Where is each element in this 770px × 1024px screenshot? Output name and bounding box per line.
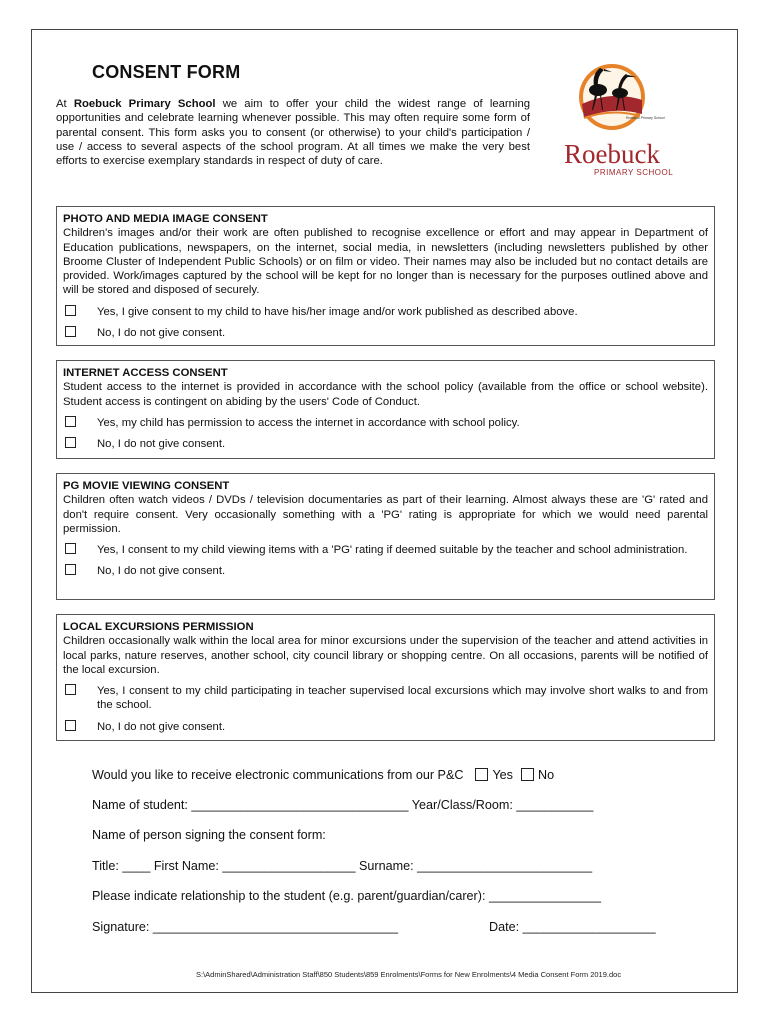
photo-consent-body: Children's images and/or their work are often published to recognise excellence or effort and may appear in Department of Education publications, newspapers, on the internet, social media, in newsletters (including newsletters published by other Broome Cluster of Independent Public Schools) or on film or video. Their names may also be included but no contact details are provided. Work/images captured by the school will be kept for no longer than is necessary for the purposes outlined above and will be stored and disposed of securely. [63, 227, 708, 297]
ecomm-yes-checkbox[interactable] [475, 768, 488, 781]
intro-school-name: Roebuck Primary School [73, 98, 216, 110]
logo-ribbon-text: Roebuck Primary School [626, 116, 665, 120]
excursions-permission-yes-checkbox[interactable] [65, 684, 76, 695]
internet-consent-yes-checkbox[interactable] [65, 416, 76, 427]
movie-consent-yes-option [63, 543, 708, 557]
school-logo [560, 60, 688, 180]
signer-name-fields[interactable]: Title: ____ First Name: ___________________ Surname: _________________________ [92, 859, 593, 873]
photo-consent-yes-option [63, 305, 708, 319]
internet-consent-yes-label: Yes, my child has permission to access the internet in accordance with school policy. [97, 416, 520, 429]
movie-consent-yes-label: Yes, I consent to my child viewing items with a 'PG' rating if deemed suitable by the teacher and school administration. [97, 544, 688, 557]
movie-consent-yes-checkbox[interactable] [65, 543, 76, 554]
internet-consent-yes-option [63, 416, 708, 430]
date-field[interactable]: Date: ___________________ [489, 920, 656, 934]
excursions-permission-no-checkbox[interactable] [65, 720, 76, 731]
photo-consent-no-checkbox[interactable] [65, 326, 76, 337]
photo-consent-section [56, 206, 715, 346]
movie-consent-no-checkbox[interactable] [65, 564, 76, 575]
internet-consent-no-checkbox[interactable] [65, 437, 76, 448]
relationship-field[interactable]: Please indicate relationship to the student (e.g. parent/guardian/carer): ________________ [92, 889, 602, 903]
ecomm-question-label: Would you like to receive electronic communications from our P&C [92, 768, 464, 782]
page-title: CONSENT FORM [92, 62, 241, 82]
excursions-permission-body: Children occasionally walk within the local area for minor excursions under the supervision of the teacher and attend activities in local parks, nature reserves, another school, city council library or shopping centre. On all occasions, parents will be notified of the local excursion. [63, 635, 708, 676]
ecomm-no-checkbox[interactable] [521, 768, 534, 781]
intro-prefix: At [56, 98, 74, 110]
excursions-permission-yes-option [63, 684, 708, 713]
student-name-field[interactable]: Name of student: _______________________________ Year/Class/Room: ___________ [92, 798, 594, 812]
internet-consent-section [56, 360, 715, 459]
excursions-permission-section [56, 614, 715, 741]
ecomm-yes-label: Yes [492, 768, 513, 782]
file-path-footer: S:\AdminShared\Administration Staff\850 Students\859 Enrolments\Forms for New Enrolments\4 Media Consent Form 2019.doc [196, 970, 622, 979]
excursions-permission-heading: LOCAL EXCURSIONS PERMISSION [63, 621, 254, 633]
photo-consent-no-label: No, I do not give consent. [97, 327, 226, 340]
ecomm-no-label: No [537, 768, 555, 782]
intro-text: we aim to offer your child the widest range of learning opportunities and celebrate learning whenever possible. This may often require some form of parental consent. This form asks you to consent (or otherwise) to your child's participation / use / access to several aspects of the school program. At all times we make the very best efforts to exercise exemplary standards in respect of duty of care. [56, 98, 531, 168]
logo-subtitle: PRIMARY SCHOOL [594, 168, 674, 177]
movie-consent-body: Children often watch videos / DVDs / television documentaries as part of their learning. Almost always these are 'G' rated and don't require consent. Very occasionally something with a 'PG' rating is appropriate for which we would need parental permission. [63, 494, 708, 535]
internet-consent-no-label: No, I do not give consent. [97, 438, 226, 451]
photo-consent-yes-checkbox[interactable] [65, 305, 76, 316]
movie-consent-no-label: No, I do not give consent. [97, 565, 226, 578]
signer-name-label: Name of person signing the consent form: [92, 828, 326, 842]
intro-paragraph [56, 97, 530, 168]
photo-consent-yes-label: Yes, I give consent to my child to have his/her image and/or work published as described above. [97, 305, 578, 318]
ecomm-question-row [92, 768, 554, 782]
excursions-permission-yes-label: Yes, I consent to my child participating in teacher supervised local excursions which may involve short walks to and from the school. [97, 685, 708, 712]
logo-name: Roebuck [564, 139, 660, 169]
internet-consent-heading: INTERNET ACCESS CONSENT [63, 367, 228, 379]
photo-consent-no-option [63, 326, 708, 340]
movie-consent-section [56, 473, 715, 600]
photo-consent-heading: PHOTO AND MEDIA IMAGE CONSENT [63, 213, 268, 225]
excursions-permission-no-label: No, I do not give consent. [97, 720, 226, 733]
internet-consent-body: Student access to the internet is provided in accordance with the school policy (available from the office or school website). Student access is contingent on abiding by the users' Code of Conduct. [63, 381, 708, 408]
signature-field[interactable]: Signature: ___________________________________ [92, 920, 399, 934]
school-logo-graphic [560, 60, 688, 180]
excursions-permission-no-option [63, 720, 708, 734]
internet-consent-no-option [63, 437, 708, 451]
movie-consent-heading: PG MOVIE VIEWING CONSENT [63, 480, 230, 492]
movie-consent-no-option [63, 564, 708, 578]
